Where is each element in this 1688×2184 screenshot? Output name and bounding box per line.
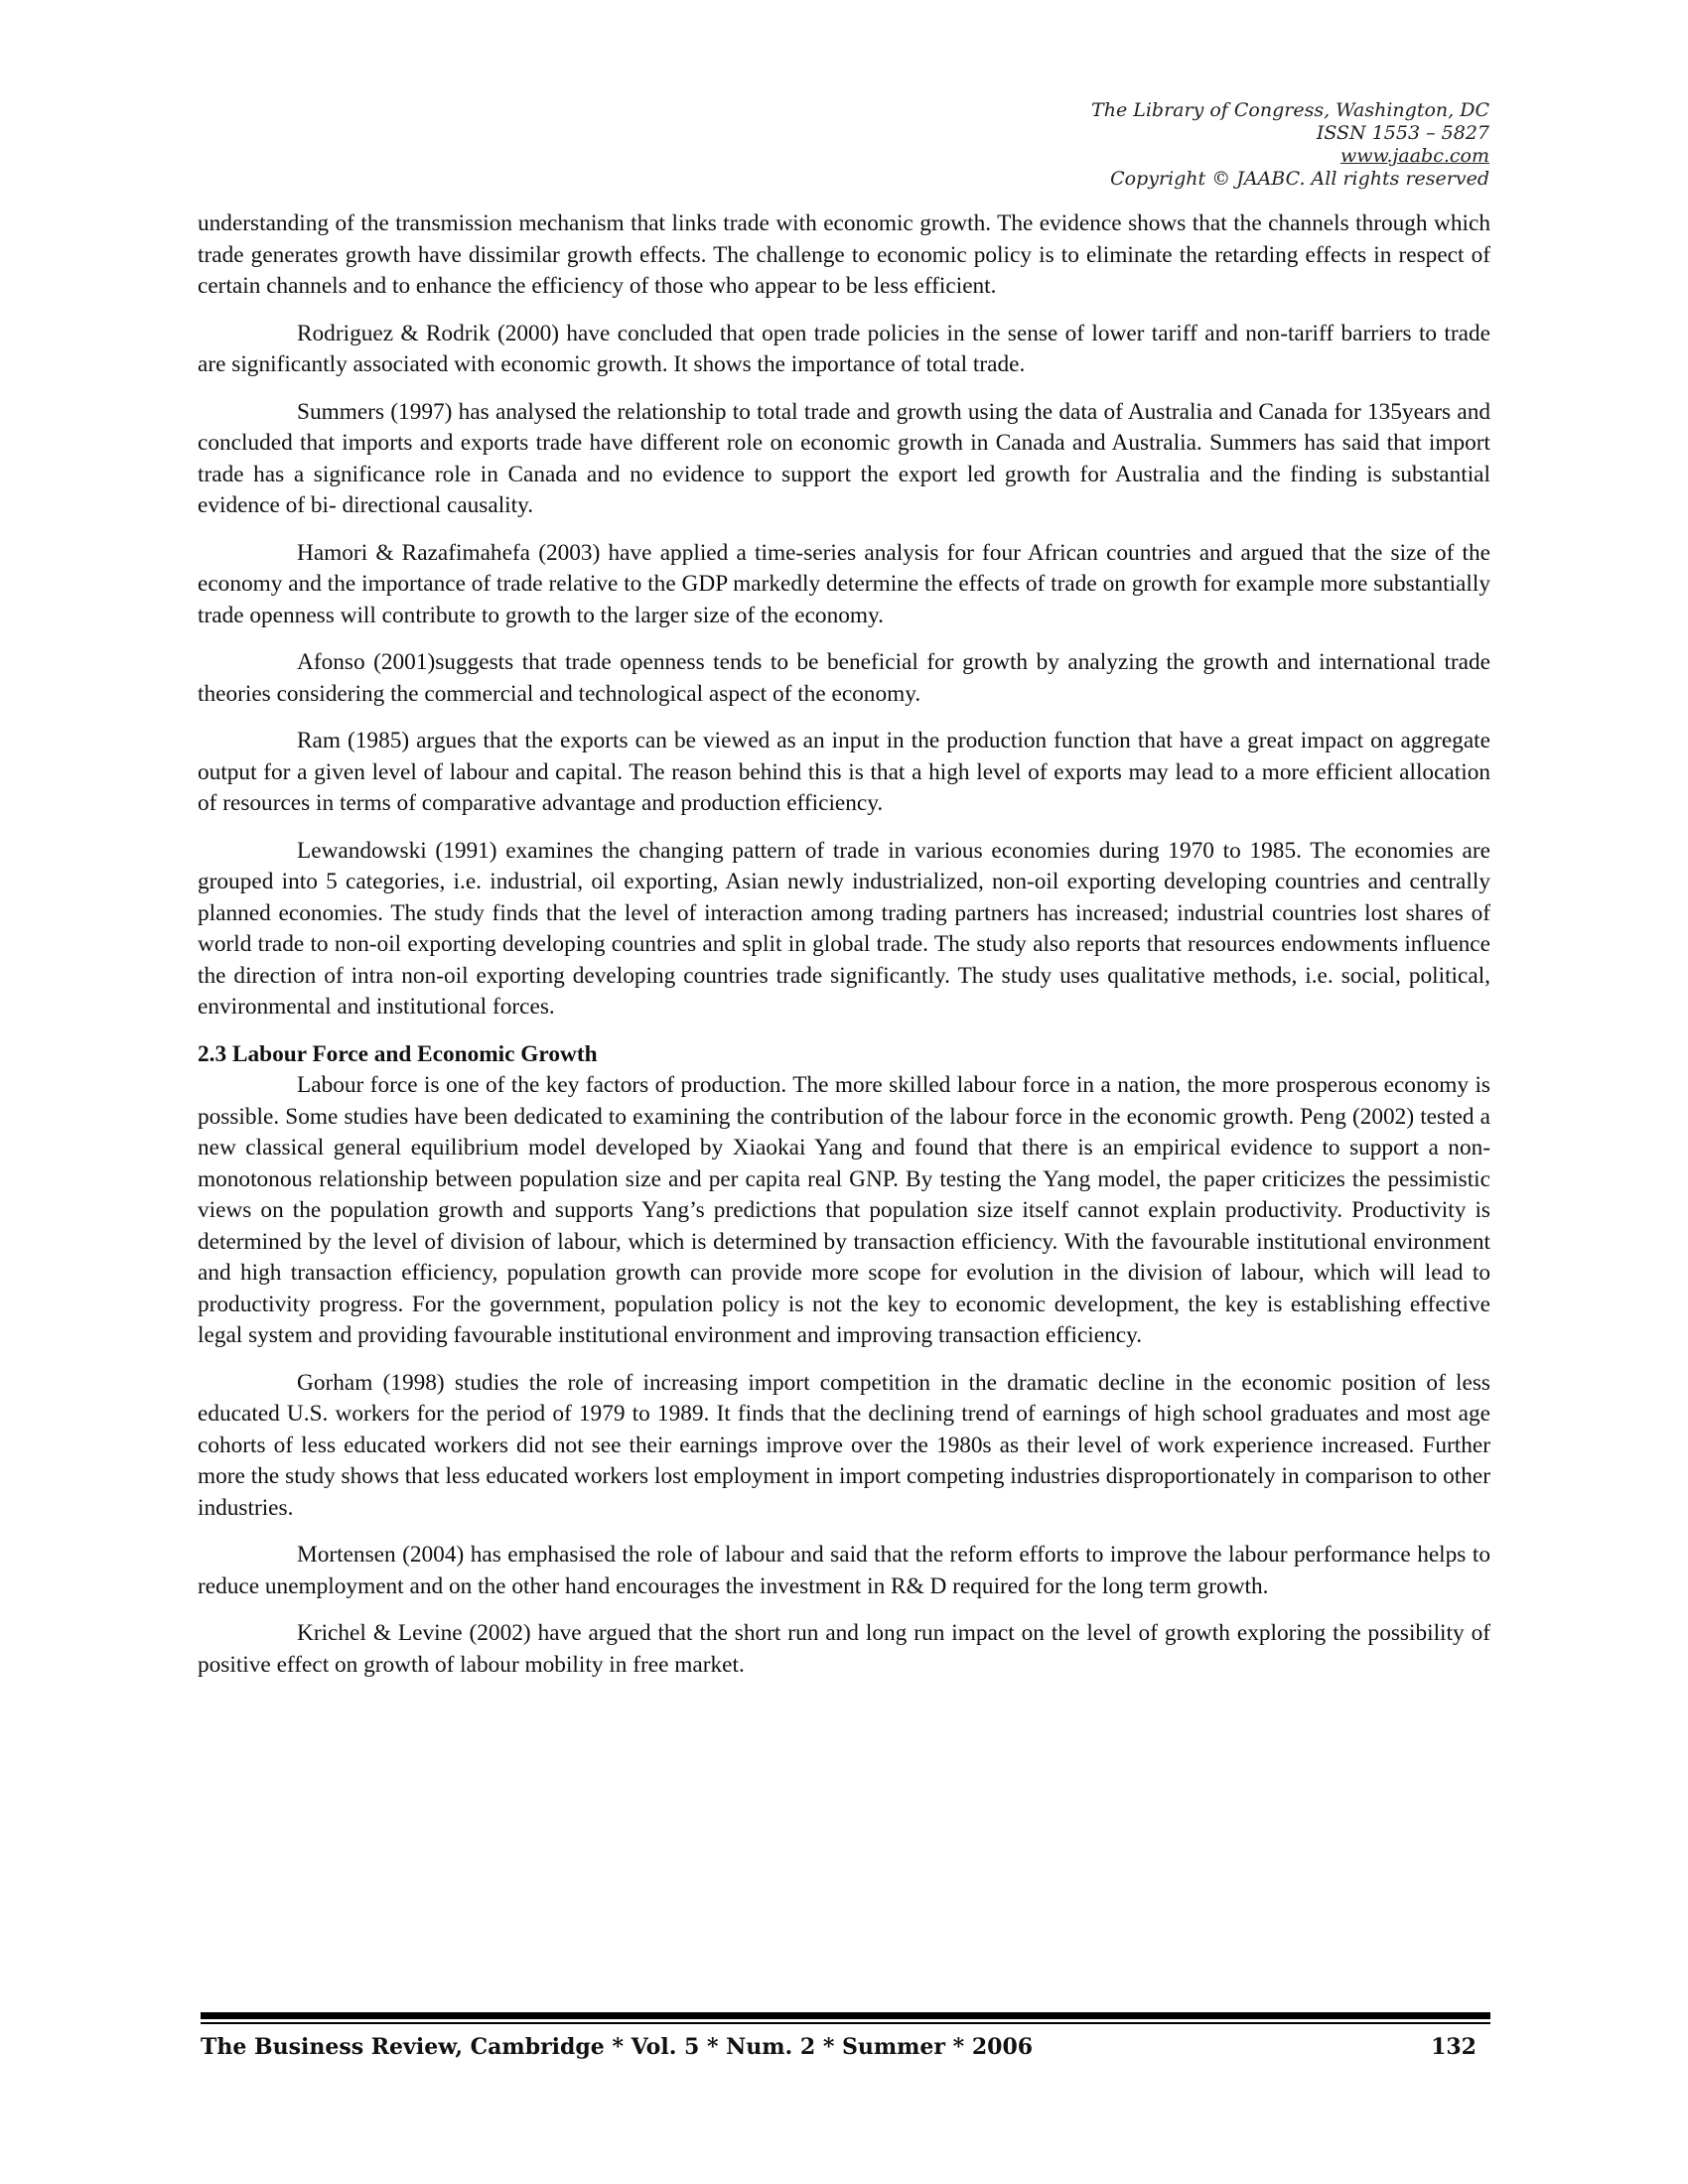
page-number: 132 — [1431, 2034, 1477, 2060]
paragraph-summers: Summers (1997) has analysed the relationship to total trade and growth using the data of Australia and Canada for 135years and concluded that imports and exports trade have different role on economic growth in Canada and Australia. Summers has said that import trade has a significance role in Canada and no evidence to support the export led growth for Australia and the finding is substantial evidence of bi- directional causality. — [198, 398, 1490, 518]
section-heading: 2.3 Labour Force and Economic Growth — [198, 1040, 598, 1067]
paragraph-hamori: Hamori & Razafimahefa (2003) have applied a time-series analysis for four African countries and argued that the size of the economy and the importance of trade relative to the GDP markedly determine the effects of trade on growth for example more substantially trade openness will contribute to growth to the larger size of the economy. — [198, 539, 1490, 628]
paragraph-labour-force: Labour force is one of the key factors of production. The more skilled labour force in a nation, the more prosperous economy is possible. Some studies have been dedicated to examining the contribution of the labour force in the economic growth. Peng (2002) tested a new classical general equilibrium model developed by Xiaokai Yang and found that there is an empirical evidence to support a non-monotonous relationship between population size and per capita real GNP. By testing the Yang model, the paper criticizes the pessimistic views on the population growth and supports Yang’s predictions that population size itself cannot explain productivity. Productivity is determined by the level of division of labour, which is determined by transaction efficiency. With the favourable institutional environment and high transaction efficiency, population growth can provide more scope for evolution in the division of labour, which will lead to productivity progress. For the government, population policy is not the key to economic development, the key is establishing effective legal system and providing favourable institutional environment and improving transaction efficiency. — [198, 1072, 1490, 1348]
header-website-link[interactable]: www.jaabc.com — [1339, 145, 1489, 167]
article-body — [198, 208, 1490, 1697]
paragraph-rodriguez: Rodriguez & Rodrik (2000) have concluded that open trade policies in the sense of lower tariff and non-tariff barriers to trade are significantly associated with economic growth. It shows the importance of total trade. — [198, 320, 1490, 377]
footer-rule-thin — [201, 2022, 1490, 2024]
paragraph-afonso: Afonso (2001)suggests that trade openness tends to be beneficial for growth by analyzing the growth and international trade theories considering the commercial and technological aspect of the economy. — [198, 649, 1490, 707]
paragraph-lewandowski: Lewandowski (1991) examines the changing pattern of trade in various economies during 1970 to 1985. The economies are grouped into 5 categories, i.e. industrial, oil exporting, Asian newly industrialized, non-oil exporting developing countries and centrally planned economies. The study finds that the level of interaction among trading partners has increased; industrial countries lost shares of world trade to non-oil exporting developing countries and split in global trade. The study also reports that resources endowments influence the direction of intra non-oil exporting developing countries trade significantly. The study uses qualitative methods, i.e. social, political, environmental and institutional forces. — [198, 837, 1490, 1020]
footer-rule-thick — [201, 2012, 1490, 2019]
paragraph-krichel: Krichel & Levine (2002) have argued that the short run and long run impact on the level of growth exploring the possibility of positive effect on growth of labour mobility in free market. — [198, 1620, 1490, 1678]
header-copyright: Copyright © JAABC. All rights reserved — [1110, 168, 1489, 190]
running-header — [1091, 99, 1489, 191]
header-library: The Library of Congress, Washington, DC — [1091, 99, 1489, 121]
paragraph-continued: understanding of the transmission mechanism that links trade with economic growth. The evidence shows that the channels through which trade generates growth have dissimilar growth effects. The challenge to economic policy is to eliminate the retarding effects in respect of certain channels and to enhance the efficiency of those who appear to be less efficient. — [198, 210, 1490, 299]
header-issn: ISSN 1553 – 5827 — [1316, 122, 1489, 144]
paragraph-gorham: Gorham (1998) studies the role of increasing import competition in the dramatic decline in the economic position of less educated U.S. workers for the period of 1979 to 1989. It finds that the declining trend of earnings of high school graduates and most age cohorts of less educated workers did not see their earnings improve over the 1980s as their level of work experience increased. Further more the study shows that less educated workers lost employment in import competing industries disproportionately in comparison to other industries. — [198, 1369, 1490, 1521]
paragraph-ram: Ram (1985) argues that the exports can be viewed as an input in the production function that have a great impact on aggregate output for a given level of labour and capital. The reason behind this is that a high level of exports may lead to a more efficient allocation of resources in terms of comparative advantage and production efficiency. — [198, 728, 1490, 816]
paragraph-mortensen: Mortensen (2004) has emphasised the role of labour and said that the reform efforts to improve the labour performance helps to reduce unemployment and on the other hand encourages the investment in R& D required for the long term growth. — [198, 1542, 1490, 1599]
footer-journal: The Business Review, Cambridge * Vol. 5 * Num. 2 * Summer * 2006 — [201, 2034, 1034, 2060]
